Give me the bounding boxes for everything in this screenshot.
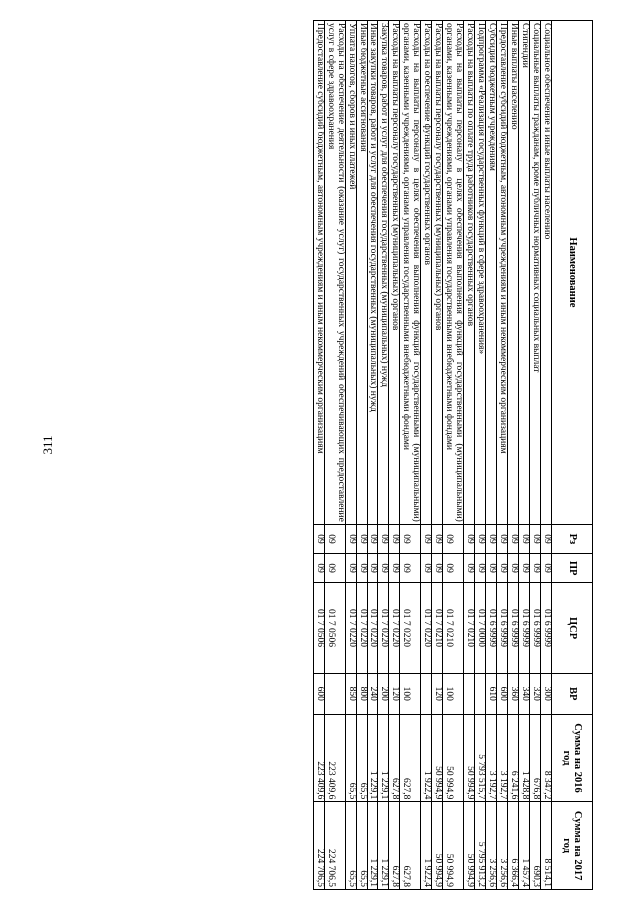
cell-sum-2016: 5 793 515,7 — [475, 714, 486, 802]
cell-pr: 09 — [541, 554, 552, 583]
cell-csr: 01 7 0220 — [421, 583, 432, 674]
cell-pr: 09 — [508, 554, 519, 583]
cell-sum-2017: 65,5 — [356, 802, 367, 890]
cell-sum-2017: 6 366,4 — [508, 802, 519, 890]
cell-vr — [464, 673, 475, 714]
cell-sum-2016: 65,5 — [356, 714, 367, 802]
cell-name: Расходы на обеспечение функций государственных органов — [421, 21, 432, 525]
cell-name: Расходы на выплаты персоналу в целях обеспечения выполнения функций государственными (муниципальными) органами, казенными учреждениями, органами управления государственными внебюджетными фондами — [443, 21, 464, 525]
cell-vr: 120 — [432, 673, 443, 714]
table-row — [378, 21, 389, 890]
cell-vr — [421, 673, 432, 714]
cell-name: Иные бюджетные ассигнования — [356, 21, 367, 525]
table-row — [530, 21, 541, 890]
cell-name: Расходы на обеспечение деятельности (оказание услуг) государственных учреждений обеспечивающих предоставление услуг в сфере здравоохранения — [324, 21, 345, 525]
cell-pr: 09 — [486, 554, 497, 583]
cell-name: Иные закупки товаров, работ и услуг для обеспечения государственных (муниципальных) нужд — [367, 21, 378, 525]
cell-sum-2016: 8 347,2 — [541, 714, 552, 802]
cell-name: Расходы на выплаты по оплате труда работников государственных органов — [464, 21, 475, 525]
cell-vr: 200 — [378, 673, 389, 714]
cell-rz: 09 — [378, 524, 389, 553]
cell-sum-2017: 1 229,1 — [367, 802, 378, 890]
cell-vr: 600 — [313, 673, 324, 714]
cell-csr: 01 7 0506 — [313, 583, 324, 674]
header-vr: ВР — [552, 673, 593, 714]
cell-rz: 09 — [324, 524, 345, 553]
cell-sum-2017: 224 706,5 — [324, 802, 345, 890]
table-row — [432, 21, 443, 890]
cell-csr: 01 7 0000 — [475, 583, 486, 674]
cell-vr: 340 — [519, 673, 530, 714]
cell-rz: 09 — [497, 524, 508, 553]
cell-csr: 01 6 9999 — [530, 583, 541, 674]
cell-rz: 09 — [400, 524, 421, 553]
cell-csr: 01 6 9999 — [486, 583, 497, 674]
page-number: 311 — [40, 435, 55, 455]
cell-rz: 09 — [389, 524, 400, 553]
cell-sum-2017: 1 922,4 — [421, 802, 432, 890]
cell-sum-2017: 65,5 — [345, 802, 356, 890]
table-row — [475, 21, 486, 890]
header-sum-2017: Сумма на 2017 год — [552, 802, 593, 890]
cell-sum-2016: 676,8 — [530, 714, 541, 802]
cell-pr: 09 — [464, 554, 475, 583]
cell-csr: 01 7 0210 — [432, 583, 443, 674]
cell-pr: 09 — [367, 554, 378, 583]
cell-rz: 09 — [530, 524, 541, 553]
cell-pr: 09 — [497, 554, 508, 583]
cell-pr: 09 — [530, 554, 541, 583]
header-csr: ЦСР — [552, 583, 593, 674]
cell-pr: 09 — [432, 554, 443, 583]
header-sum-2016: Сумма на 2016 год — [552, 714, 593, 802]
cell-pr: 09 — [519, 554, 530, 583]
cell-csr: 01 6 9999 — [541, 583, 552, 674]
cell-sum-2016: 1 922,4 — [421, 714, 432, 802]
cell-name: Социальные выплаты гражданам, кроме публичных нормативных социальных выплат — [530, 21, 541, 525]
cell-pr: 09 — [324, 554, 345, 583]
cell-sum-2016: 65,5 — [345, 714, 356, 802]
cell-rz: 09 — [541, 524, 552, 553]
cell-vr: 600 — [497, 673, 508, 714]
cell-sum-2016: 50 994,9 — [443, 714, 464, 802]
table-row — [464, 21, 475, 890]
table-row — [313, 21, 324, 890]
cell-sum-2017: 1 229,1 — [378, 802, 389, 890]
cell-csr: 01 6 9999 — [519, 583, 530, 674]
cell-rz: 09 — [508, 524, 519, 553]
cell-sum-2016: 223 409,6 — [313, 714, 324, 802]
cell-name: Стипендии — [519, 21, 530, 525]
cell-sum-2017: 50 994,9 — [464, 802, 475, 890]
header-pr: ПР — [552, 554, 593, 583]
cell-name: Иные выплаты населению — [508, 21, 519, 525]
cell-sum-2016: 50 994,9 — [464, 714, 475, 802]
table-row — [389, 21, 400, 890]
cell-sum-2017: 224 706,5 — [313, 802, 324, 890]
cell-csr: 01 7 0220 — [400, 583, 421, 674]
cell-rz: 09 — [367, 524, 378, 553]
cell-name: Уплата налогов, сборов и иных платежей — [345, 21, 356, 525]
cell-csr: 01 7 0220 — [378, 583, 389, 674]
cell-sum-2016: 627,8 — [400, 714, 421, 802]
cell-name: Подпрограмма «Реализация государственных функций в сфере здравоохранения» — [475, 21, 486, 525]
cell-rz: 09 — [432, 524, 443, 553]
cell-csr: 01 7 0220 — [367, 583, 378, 674]
table-row — [497, 21, 508, 890]
cell-vr — [475, 673, 486, 714]
cell-sum-2016: 1 229,1 — [367, 714, 378, 802]
rotated-page-content — [68, 20, 593, 890]
cell-vr: 850 — [345, 673, 356, 714]
table-row — [541, 21, 552, 890]
cell-sum-2017: 5 795 913,2 — [475, 802, 486, 890]
cell-vr: 240 — [367, 673, 378, 714]
cell-pr: 09 — [378, 554, 389, 583]
table-row — [443, 21, 464, 890]
cell-vr: 610 — [486, 673, 497, 714]
cell-sum-2016: 627,8 — [389, 714, 400, 802]
cell-vr: 100 — [400, 673, 421, 714]
cell-sum-2016: 223 409,6 — [324, 714, 345, 802]
cell-name: Социальное обеспечение и иные выплаты населению — [541, 21, 552, 525]
cell-vr: 360 — [508, 673, 519, 714]
table-row — [508, 21, 519, 890]
cell-sum-2016: 1 428,8 — [519, 714, 530, 802]
cell-sum-2016: 3 192,7 — [497, 714, 508, 802]
cell-pr: 09 — [400, 554, 421, 583]
cell-pr: 09 — [313, 554, 324, 583]
cell-csr: 01 6 9999 — [508, 583, 519, 674]
cell-name: Предоставление субсидий бюджетным, автономным учреждениям и иным некоммерческим организациям — [313, 21, 324, 525]
cell-sum-2016: 6 241,6 — [508, 714, 519, 802]
cell-name: Расходы на выплаты персоналу в целях обеспечения выполнения функций государственными (муниципальными) органами, казенными учреждениями, органами управления государственными внебюджетными фондами — [400, 21, 421, 525]
budget-table — [313, 20, 593, 890]
cell-vr: 320 — [530, 673, 541, 714]
cell-pr: 09 — [421, 554, 432, 583]
cell-pr: 09 — [356, 554, 367, 583]
cell-csr: 01 7 0220 — [356, 583, 367, 674]
cell-rz: 09 — [519, 524, 530, 553]
cell-csr: 01 7 0220 — [389, 583, 400, 674]
cell-name: Субсидии бюджетным учреждениям — [486, 21, 497, 525]
cell-sum-2017: 627,8 — [389, 802, 400, 890]
cell-csr: 01 7 0506 — [324, 583, 345, 674]
cell-name: Расходы на выплаты персоналу государственных (муниципальных) органов — [389, 21, 400, 525]
cell-pr: 09 — [475, 554, 486, 583]
cell-sum-2017: 8 514,1 — [541, 802, 552, 890]
cell-rz: 09 — [443, 524, 464, 553]
cell-pr: 09 — [443, 554, 464, 583]
cell-csr: 01 6 9999 — [497, 583, 508, 674]
cell-vr: 800 — [356, 673, 367, 714]
table-row — [421, 21, 432, 890]
cell-csr: 01 7 0220 — [345, 583, 356, 674]
cell-sum-2017: 1 457,4 — [519, 802, 530, 890]
cell-vr: 100 — [443, 673, 464, 714]
cell-csr: 01 7 0210 — [443, 583, 464, 674]
cell-vr: 300 — [541, 673, 552, 714]
cell-csr: 01 7 0210 — [464, 583, 475, 674]
header-rz: Рз — [552, 524, 593, 553]
cell-name: Закупка товаров, работ и услуг для обеспечения государственных (муниципальных) нужд — [378, 21, 389, 525]
cell-sum-2017: 3 256,6 — [486, 802, 497, 890]
cell-pr: 09 — [389, 554, 400, 583]
cell-sum-2016: 3 192,7 — [486, 714, 497, 802]
cell-vr — [324, 673, 345, 714]
cell-pr: 09 — [345, 554, 356, 583]
header-name: Наименование — [552, 21, 593, 525]
table-header-row — [552, 21, 593, 890]
cell-sum-2017: 50 994,9 — [443, 802, 464, 890]
cell-sum-2017: 3 256,6 — [497, 802, 508, 890]
cell-sum-2016: 1 229,1 — [378, 714, 389, 802]
cell-rz: 09 — [464, 524, 475, 553]
table-row — [519, 21, 530, 890]
cell-rz: 09 — [313, 524, 324, 553]
cell-rz: 09 — [486, 524, 497, 553]
cell-name: Расходы на выплаты персоналу государственных (муниципальных) органов — [432, 21, 443, 525]
cell-rz: 09 — [345, 524, 356, 553]
cell-rz: 09 — [421, 524, 432, 553]
table-row — [367, 21, 378, 890]
cell-rz: 09 — [475, 524, 486, 553]
table-row — [345, 21, 356, 890]
table-row — [486, 21, 497, 890]
table-row — [356, 21, 367, 890]
cell-sum-2016: 50 994,9 — [432, 714, 443, 802]
cell-sum-2017: 50 994,9 — [432, 802, 443, 890]
table-row — [400, 21, 421, 890]
cell-vr: 120 — [389, 673, 400, 714]
cell-name: Предоставление субсидий бюджетным, автономным учреждениям и иным некоммерческим организациям — [497, 21, 508, 525]
cell-sum-2017: 690,3 — [530, 802, 541, 890]
table-row — [324, 21, 345, 890]
cell-rz: 09 — [356, 524, 367, 553]
cell-sum-2017: 627,8 — [400, 802, 421, 890]
